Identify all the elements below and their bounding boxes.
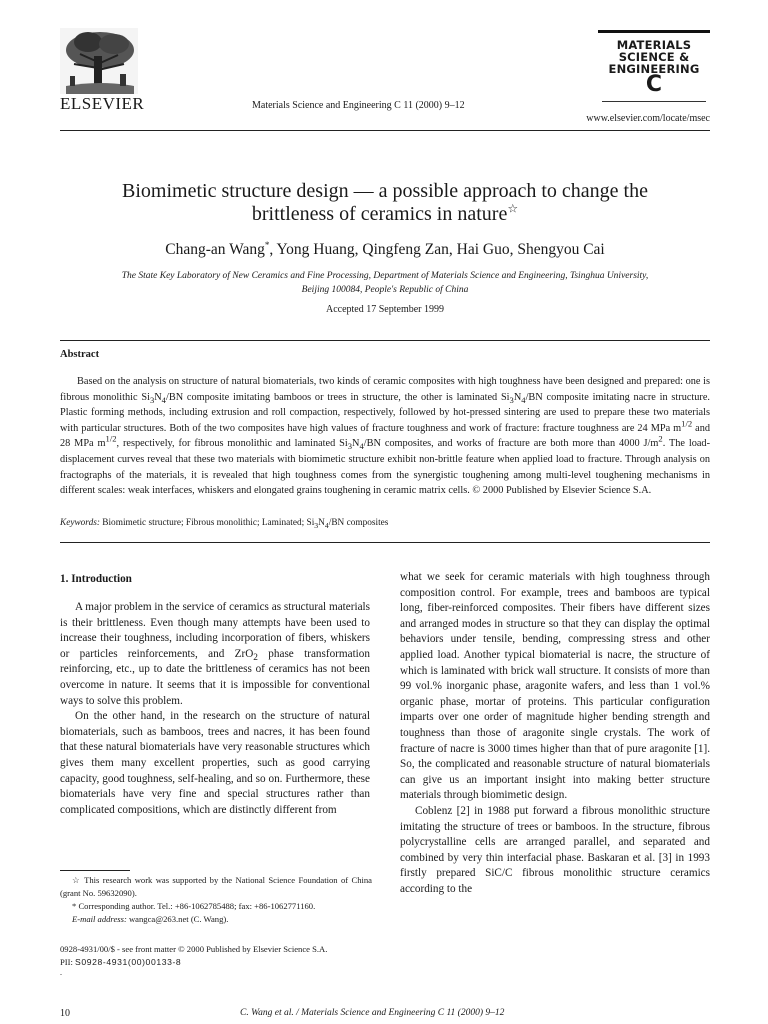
superscript: 1/2 — [105, 433, 117, 444]
keywords-text: Biomimetic structure; Fibrous monolithic; Laminated; Si — [99, 518, 315, 528]
running-head: C. Wang et al. / Materials Science and Engineering C 11 (2000) 9–12 — [240, 1008, 505, 1018]
body-paragraph: A major problem in the service of ceramics as structural materials is their brittleness. Even though many attempts have been used to increase their toughness, including incorporation of fibers, whiskers or particles reinforcements, and ZrO$_2$ phase transformation reinforcing, etc., up to date the brittleness of ceramics has not been overcome in nature. It seems that it is impossible for conventional ways to solve this problem. — [60, 601, 370, 707]
pii-code: S0928-4931(00)00133-8 — [75, 957, 182, 967]
left-column — [60, 600, 370, 818]
body-paragraph: what we seek for ceramic materials with high toughness through composition control. For example, trees and bamboos are typical long, fiber-reinforced composites. Their fibers have different sizes and arranged modes in structure so that they can display the optimal behaviors under tensile, bending, compressing stress and other applied load. Another typical biomaterial is nacre, the structure of which is laminated with brick wall structure. It consists of more than 99 vol.% inorganic phase, aragonite wafers, and less than 1 vol.% organic phase, mortar of proteins. This particular configuration imparts over one order of magnitude higher bending strength and toughness than those of aragonite single crystals. The work of fracture of nacre is 3000 times higher than that of pure aragonite [1]. So, the complicated and reasonable structure of natural biomaterials can give us an important insight into making better structure materials through biomimetic design. — [400, 571, 710, 802]
journal-url[interactable]: www.elsevier.com/locate/msec — [586, 113, 710, 124]
section-heading: 1. Introduction — [60, 573, 132, 585]
copyright-line: 0928-4931/00/$ - see front matter © 2000 Published by Elsevier Science S.A. — [60, 944, 328, 954]
author-list — [60, 241, 710, 259]
subscript: 3 — [509, 394, 514, 405]
journal-logo-line: MATERIALS — [616, 38, 692, 52]
subscript: 4 — [359, 441, 364, 452]
superscript: 2 — [658, 433, 663, 444]
body-paragraph: On the other hand, in the research on the structure of natural biomaterials, such as bamboos, trees and nacres, it has been found that these natural biomaterials have very reasonable structures which gives them many excellent properties, such as good carrying capacity, good toughness, self-healing, and so on. Furthermore, these biomaterials have very fine and special structures rather than complicated compositions, which are distinctly different from — [60, 710, 370, 816]
abstract-text: Based on the analysis on structure of natural biomaterials, two kinds of ceramic composites with high toughness have been designed and prepared: one is fibrous monolithic Si — [60, 376, 710, 403]
abstract-text: and 28 MPa m — [60, 422, 710, 450]
abstract-body — [60, 374, 710, 499]
dot-mark: . — [60, 968, 62, 977]
body-text: phase transformation reinforcing, etc., up to date the brittleness of ceramics has not been overcome in nature. It seems that it is impossible for conventional ways to solve this problem. — [60, 647, 370, 707]
abstract-paragraph: Based on the analysis on structure of natural biomaterials, two kinds of ceramic composites with high toughness have been designed and prepared: one is fibrous monolithic $Si_3N_4/BN$ composite imitating bamboos or trees in structure, the other is laminated $Si_3N_4/BN$ composite imitating nacre in structure. Plastic forming methods, including extrusion and roll compaction, respectively, followed by hot-pressed sintering are used to prepare these two materials with particular structures. Both of the two composites have high values of fracture toughness and work of fracture: fracture toughness are 24 MPa $m^{1/2}$ and 28 MPa $m^{1/2}$, respectively, for fibrous monolithic and laminated $Si_3N_4/BN$ composites, and works of fracture are both more than 4000 $J/m^2$. The load-displacement curves reveal that these two materials with biomimetic structure exhibit non-brittle feature when applied load to fracture. Through analysis on fractographs of the materials, it is revealed that high toughness comes from the synergistic toughening among multi-level toughening mechanisms in different scales: weak interfaces, whiskers and elongated grains toughening in ceramic matrix cells. © 2000 Published by Elsevier Science S.A. — [60, 376, 711, 497]
footnote-funding: ☆ This research work was supported by the National Science Foundation of China (grant No. 59632090). — [60, 875, 372, 898]
subscript: 4 — [324, 520, 329, 530]
journal-logo-divider — [602, 101, 706, 102]
abstract-text: /BN composite imitating nacre in structure. Plastic forming methods, including extrusion and roll compaction, respectively, followed by hot-pressed sintering are used to prepare these two materials with particular structures. Both of the two composites have high values of fracture toughness and work of fracture: fracture toughness are 24 MPa m — [60, 391, 711, 434]
abstract-text: , respectively, for fibrous monolithic and laminated Si — [116, 438, 348, 450]
abstract-bottom-divider — [60, 542, 710, 543]
title-footnote-mark[interactable]: ☆ — [507, 201, 519, 216]
journal-logo-line: ENGINEERING — [608, 62, 700, 76]
author-footnote-mark[interactable]: * — [264, 239, 270, 250]
journal-logo-letter: C — [645, 72, 663, 97]
corresponding-author[interactable]: Chang-an Wang — [165, 241, 265, 258]
subscript: 4 — [521, 394, 526, 405]
accepted-date: Accepted 17 September 1999 — [325, 304, 445, 315]
abstract-heading: Abstract — [60, 349, 100, 360]
superscript: 1/2 — [681, 418, 693, 429]
co-authors: , Yong Huang, Qingfeng Zan, Hai Guo, Shengyou Cai — [269, 241, 605, 258]
keywords-text: /BN composites — [328, 518, 389, 528]
journal-logo-line: SCIENCE & — [618, 50, 690, 64]
subscript: 3 — [314, 520, 319, 530]
header-divider — [60, 130, 710, 131]
keywords: Keywords: Biomimetic structure; Fibrous monolithic; Laminated; $Si_3N_4/BN$ composites — [60, 518, 389, 530]
title-line: brittleness of ceramics in nature — [251, 203, 508, 225]
front-matter — [60, 943, 327, 969]
subscript: 4 — [161, 394, 166, 405]
footnotes — [60, 874, 372, 926]
affiliation-line: Beijing 100084, People's Republic of China — [301, 285, 469, 295]
subscript: 3 — [149, 394, 155, 405]
footnote-email — [60, 913, 372, 926]
publisher-name: ELSEVIER — [60, 94, 145, 113]
pii-label: PII: — [60, 957, 76, 967]
body-text: A major problem in the service of ceramics as structural materials is their brittleness. Even though many attempts have been used to increase their toughness, including incorporation of fibers, whiskers or particles reinforcements, and ZrO — [60, 601, 370, 660]
right-column — [400, 570, 710, 897]
keywords-label: Keywords: — [60, 518, 100, 528]
abstract-text: /BN composite imitating bamboos or trees in structure, the other is laminated Si — [165, 391, 510, 403]
abstract-text: /BN composites, and works of fracture are both more than 4000 J/m — [363, 438, 659, 450]
footnote-corresponding: * Corresponding author. Tel.: +86-1062785488; fax: +86-1062771160. — [72, 901, 316, 911]
title-line: Biomimetic structure design — a possible approach to change the — [122, 180, 648, 202]
email-address[interactable]: wangca@263.net (C. Wang). — [126, 914, 229, 924]
journal-reference: Materials Science and Engineering C 11 (2000) 9–12 — [252, 100, 465, 111]
subscript: 3 — [347, 441, 353, 452]
abstract-top-divider — [60, 340, 710, 341]
journal-logo-box — [598, 30, 710, 103]
abstract-text: . The load-displacement curves reveal that these two materials with biomimetic structure exhibit non-brittle feature when applied load to fracture. Through analysis on fractographs of the materials, it is revealed that high toughness comes from the synergistic toughening among multi-level toughening mechanisms in different scales: weak interfaces, whiskers and elongated grains toughening in ceramic matrix cells. © 2000 Published by Elsevier Science S.A. — [60, 438, 711, 497]
page-number: 10 — [60, 1008, 70, 1019]
affiliation-line: The State Key Laboratory of New Ceramics and Fine Processing, Department of Materials Science and Engineering, Tsinghua University, — [121, 271, 649, 281]
pii-line — [60, 956, 327, 969]
affiliation — [90, 269, 680, 297]
body-paragraph: Coblenz [2] in 1988 put forward a fibrous monolithic structure imitating the structure of trees or bamboos. In the structure, fibrous polycrystalline cells are arranged parallel, and separated and combined by very thin interfacial phase. Baskaran et al. [3] in 1993 firstly prepared SiC/C fibrous monolithic structure ceramics according to the — [400, 804, 710, 895]
footnote-divider — [60, 870, 130, 871]
email-label: E-mail address: — [72, 914, 127, 924]
article-title — [60, 180, 710, 226]
